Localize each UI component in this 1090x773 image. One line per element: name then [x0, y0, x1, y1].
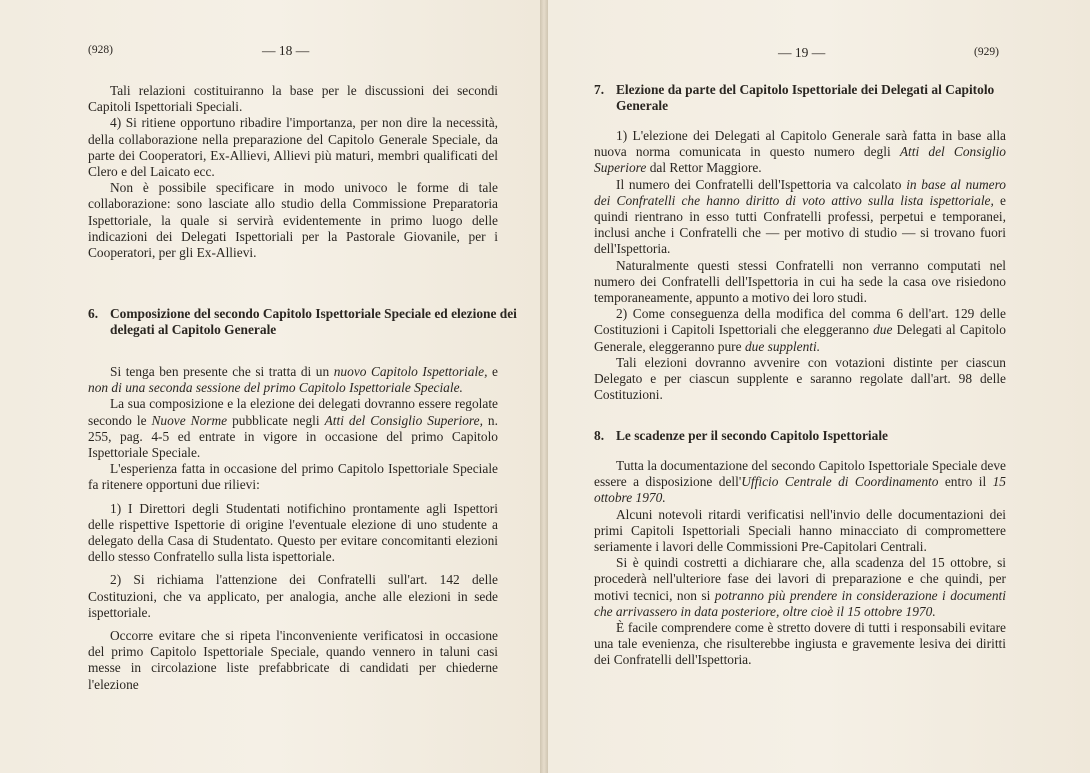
paragraph: Si è quindi costretti a dichiarare che, alla scadenza del 15 ottobre, si procederà nell'ulteriore fase dei lavori di preparazione e che quindi, per motivi tecnici, non si potranno più prendere in considerazione i documenti che arrivassero in data posteriore, oltre cioè il 15 ottobre 1970. [594, 555, 1006, 619]
section-6-body [88, 364, 498, 693]
paragraph: Tali relazioni costituiranno la base per le discussioni dei secondi Capitoli Ispettoriali Speciali. [88, 83, 498, 115]
left-page [0, 0, 540, 773]
paragraph: L'esperienza fatta in occasione del primo Capitolo Ispettoriale Speciale fa ritenere opportuni due rilievi: [88, 461, 498, 493]
paragraph: Naturalmente questi stessi Confratelli non verranno computati nel numero dei Confratelli dell'Ispettoria in cui ha sede la casa ove risiedono temporaneamente, appunto a motivo dei loro studi. [594, 257, 1006, 306]
paragraph: Tutta la documentazione del secondo Capitolo Ispettoriale Speciale deve essere a disposizione dell'Ufficio Centrale di Coordinamento entro il 15 ottobre 1970. [594, 458, 1006, 506]
section-6-title: Composizione del secondo Capitolo Ispettoriale Speciale ed elezione dei delegati al Capitolo Generale [110, 306, 517, 338]
paragraph: La sua composizione e la elezione dei delegati dovranno essere regolate secondo le Nuove Norme pubblicate negli Atti del Consiglio Superiore, n. 255, pag. 4-5 ed entrate in vigore in occasione del primo Capitolo Ispettoriale Speciale. [88, 396, 498, 461]
section-7-body [594, 128, 1006, 403]
right-page-number: — 19 — [778, 45, 826, 60]
paragraph: 1) L'elezione dei Delegati al Capitolo Generale sarà fatta in base alla nuova norma comunicata in questo numero degli Atti del Consiglio Superiore dal Rettor Maggiore. [594, 128, 1006, 176]
paragraph: 1) I Direttori degli Studentati notifichino prontamente agli Ispettori delle rispettive Ispettorie di origine l'eventuale elezione di uno studente a delegato della Casa di Studentato. Questo per evitare concomitanti elezioni dello stesso Confratello sulla lista ispettoriale. [88, 500, 498, 565]
paragraph: Occorre evitare che si ripeta l'inconveniente verificatosi in occasione del primo Capitolo Ispettoriale Speciale, quando vennero in taluni casi messe in circolazione liste prefabbricate di candidati per chiederne l'elezione [88, 628, 498, 692]
section-7-title: Elezione da parte del Capitolo Ispettoriale dei Delegati al Capitolo Generale [616, 82, 995, 114]
paragraph: 2) Come conseguenza della modifica del comma 6 dell'art. 129 delle Costituzioni i Capitoli Ispettoriali che eleggeranno due Delegati al Capitolo Generale, eleggeranno pure due supplenti. [594, 306, 1006, 354]
paragraph: Il numero dei Confratelli dell'Ispettoria va calcolato in base al numero dei Confratelli che hanno diritto di voto attivo sulla lista ispettoriale, e quindi rientrano in esso tutti Confratelli professi, perpetui e temporanei, inclusi anche i Confratelli che — per motivo di studio — si trovano fuori dell'Ispettoria. [594, 176, 1006, 257]
paragraph: Si tenga ben presente che si tratta di un nuovo Capitolo Ispettoriale, e non di una seconda sessione del primo Capitolo Ispettoriale Speciale. [88, 364, 498, 396]
section-7-heading: 7. Elezione da parte del Capitolo Ispettoriale dei Delegati al Capitolo Generale [594, 82, 995, 114]
left-opening-text [88, 83, 498, 261]
left-page-number: — 18 — [262, 43, 310, 58]
paragraph: 2) Si richiama l'attenzione dei Confratelli sull'art. 142 delle Costituzioni, che va applicato, per analogia, anche alle elezioni in sede ispettoriale. [88, 572, 498, 620]
paragraph: 4) Si ritiene opportuno ribadire l'importanza, per non dire la necessità, della collaborazione nella preparazione del Capitolo Generale Speciale, da parte dei Cooperatori, Ex-Allievi, Allievi più maturi, membri qualificati del Clero e del Laicato ecc. [88, 115, 498, 180]
right-header-number: (929) [974, 46, 999, 58]
section-6-heading: 6. Composizione del secondo Capitolo Ispettoriale Speciale ed elezione dei delegati al Capitolo Generale [88, 306, 517, 338]
section-8-heading: 8. Le scadenze per il secondo Capitolo Ispettoriale [594, 428, 889, 443]
section-8-body [594, 458, 1006, 669]
right-page [548, 0, 1090, 773]
section-8-title: Le scadenze per il secondo Capitolo Ispettoriale [616, 428, 889, 443]
paragraph: Non è possibile specificare in modo univoco le forme di tale collaborazione: sono lasciate allo studio della Commissione Preparatoria Ispettoriale, la quale si servirà evidentemente in primo luogo delle indicazioni dei Delegati Ispettoriali per la Pastorale Giovanile, per i Cooperatori, per gli Ex-Allievi. [88, 180, 498, 261]
paragraph: Alcuni notevoli ritardi verificatisi nell'invio delle documentazioni dei primi Capitoli Ispettoriali Speciali hanno minacciato di compromettere seriamente i lavori delle Commissioni Pre-Capitolari Centrali. [594, 506, 1006, 555]
paragraph: È facile comprendere come è stretto dovere di tutti i responsabili evitare una tale evenienza, che risulterebbe ingiusta e gravemente lesiva dei diritti dei Confratelli dell'Ispettoria. [594, 620, 1006, 668]
left-header-number: (928) [88, 44, 113, 56]
paragraph: Tali elezioni dovranno avvenire con votazioni distinte per ciascun Delegato e per ciascun supplente e saranno regolate dall'art. 98 delle Costituzioni. [594, 354, 1006, 403]
book-gutter [540, 0, 548, 773]
